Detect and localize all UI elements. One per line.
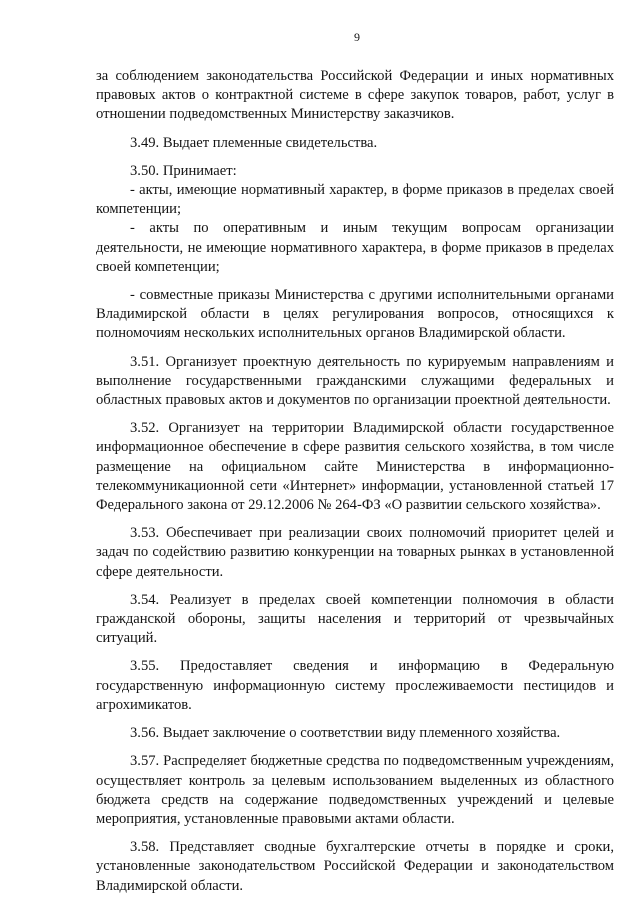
paragraph-3-50-item-2: - акты по оперативным и иным текущим вопросам организации деятельности, не имеющие нормативного характера, в форме приказов в пределах своей компетенции;: [96, 220, 614, 275]
paragraph-3-57: 3.57. Распределяет бюджетные средства по подведомственным учреждениям, осуществляет контроль за целевым использованием выделенных из областного бюджета средств на содержание подведомственных учреждений и целевые мероприятия, установленные правовыми актами области.: [96, 753, 614, 827]
paragraph-3-55: 3.55. Предоставляет сведения и информацию в Федеральную государственную информационную систему прослеживаемости пестицидов и агрохимикатов.: [96, 658, 614, 713]
paragraph-3-50-item-3: - совместные приказы Министерства с другими исполнительными органами Владимирской области в целях регулирования вопросов, относящихся к полномочиям нескольких исполнительных органов Владимирской области.: [96, 287, 614, 342]
paragraph-3-51: 3.51. Организует проектную деятельность по курируемым направлениям и выполнение государственными гражданскими служащими федеральных и областных правовых актов и документов по организации проектной деятельности.: [96, 353, 614, 409]
paragraph-3-53: 3.53. Обеспечивает при реализации своих полномочий приоритет целей и задач по содействию развитию конкуренции на товарных рынках в установленной сфере деятельности.: [96, 525, 614, 580]
paragraph-3-49: 3.49. Выдает племенные свидетельства.: [130, 134, 378, 151]
page-number: 9: [354, 30, 360, 44]
paragraph-3-58: 3.58. Представляет сводные бухгалтерские отчеты в порядке и сроки, установленные законодательством Российской Федерации и законодательством Владимирской области.: [96, 839, 614, 894]
paragraph-3-54: 3.54. Реализует в пределах своей компетенции полномочия в области гражданской обороны, защиты населения и территорий от чрезвычайных ситуаций.: [96, 591, 614, 647]
document-page: [96, 30, 614, 905]
paragraph-3-56: 3.56. Выдает заключение о соответствии виду племенного хозяйства.: [130, 725, 561, 742]
paragraph-continuation: за соблюдением законодательства Российской Федерации и иных нормативных правовых актов о контрактной системе в сфере закупок товаров, работ, услуг в отношении подведомственных Министерству заказчиков.: [96, 68, 614, 123]
paragraph-3-50-item-1: - акты, имеющие нормативный характер, в форме приказов в пределах своей компетенции;: [96, 182, 614, 218]
paragraph-3-50: 3.50. Принимает:: [130, 162, 237, 179]
paragraph-3-52: 3.52. Организует на территории Владимирской области государственное информационное обеспечение в сфере развития сельского хозяйства, в том числе размещение на официальном сайте Министерства в информационно-телекоммуникационной сети «Интернет» информации, установленной статьей 17 Федерального закона от 29.12.2006 № 264-ФЗ «О развитии сельского хозяйства».: [96, 420, 614, 514]
